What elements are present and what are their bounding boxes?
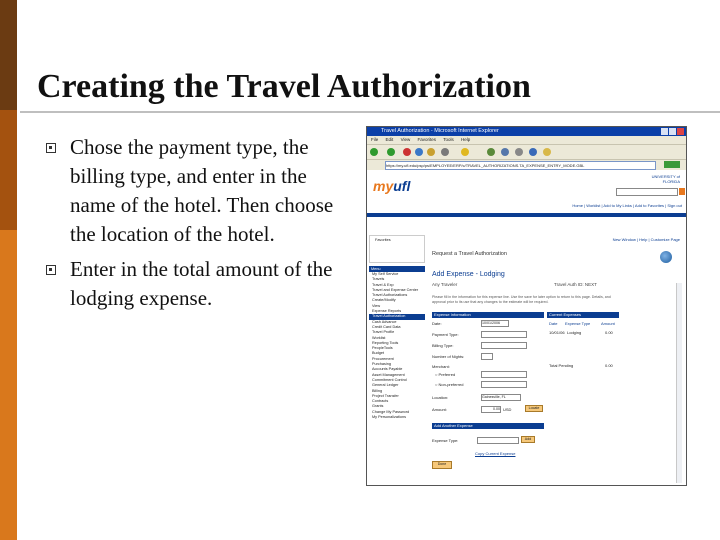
- col-expense-type: Expense Type: [565, 321, 591, 326]
- history-icon[interactable]: [487, 148, 495, 156]
- row-type: Lodging: [567, 330, 582, 335]
- edit-icon[interactable]: [529, 148, 537, 156]
- color-bar-segment: [0, 230, 17, 540]
- nav-item[interactable]: Accounts Payable: [372, 367, 403, 372]
- nav-item[interactable]: Expense Reports: [372, 309, 402, 314]
- preferred-merchant-select[interactable]: [481, 371, 527, 378]
- portal-nav-stripe: [367, 213, 686, 217]
- stop-icon[interactable]: [403, 148, 411, 156]
- total-label: Total Pending: [549, 363, 574, 368]
- browser-screenshot: [366, 126, 687, 486]
- nav-item[interactable]: Procurement: [372, 356, 394, 361]
- nav-item[interactable]: Change My Password: [372, 409, 410, 414]
- favorites-box: [369, 235, 425, 263]
- page-links[interactable]: New Window | Help | Customize Page: [612, 237, 680, 242]
- col-amount: Amount: [601, 321, 615, 326]
- go-button[interactable]: [664, 161, 680, 168]
- expense-info-header: Expense Information: [432, 312, 544, 318]
- nav-item[interactable]: Credit Card Data: [372, 324, 401, 329]
- done-button[interactable]: Done: [432, 461, 452, 469]
- nav-item[interactable]: My Personalizations: [372, 415, 406, 420]
- menu-file[interactable]: File: [371, 137, 379, 142]
- address-input[interactable]: https://my.ufl.edu/psp/ps/EMPLOYEE/ERP/c/TRAVEL_AUTHORIZATIONS.TA_EXPENSE_ENTRY_MODE.GBL: [385, 161, 656, 170]
- instructions-text: Please fill in the information for this expense line. Use the save for later option to return to this page. Details, and approval prior to its use that any changes to the estimate will be required.: [432, 295, 611, 304]
- location-label: Location:: [432, 395, 449, 400]
- bullet-list: [46, 133, 356, 319]
- window-controls: [660, 128, 684, 139]
- home-icon[interactable]: [427, 148, 435, 156]
- slide-color-bar: [0, 0, 17, 540]
- minimize-icon[interactable]: [661, 128, 668, 135]
- copy-expense-link[interactable]: Copy Current Expense: [475, 451, 516, 456]
- row-date: 10/01/06: [549, 330, 565, 335]
- maximize-icon[interactable]: [669, 128, 676, 135]
- mail-icon[interactable]: [501, 148, 509, 156]
- nav-item[interactable]: Travel Profile: [372, 330, 395, 335]
- nav-item[interactable]: Travels: [372, 277, 385, 282]
- current-expenses-header: Current Expenses: [547, 312, 619, 318]
- nav-item[interactable]: Asset Management: [372, 372, 405, 377]
- favorites-link[interactable]: Favorites: [375, 238, 391, 242]
- menu-edit[interactable]: Edit: [385, 137, 394, 142]
- myufl-logo: myufl: [373, 178, 411, 194]
- square-bullet-icon: [46, 143, 56, 153]
- nav-item[interactable]: View: [372, 303, 381, 308]
- nights-label: Number of Nights:: [432, 354, 465, 359]
- left-navigation: [369, 235, 425, 483]
- employee-name: Any Traveler: [432, 282, 458, 287]
- color-bar-segment: [0, 110, 17, 230]
- nav-item[interactable]: Contracts: [372, 399, 389, 404]
- close-icon[interactable]: [677, 128, 684, 135]
- square-bullet-icon: [46, 265, 56, 275]
- nav-item[interactable]: General Ledger: [372, 383, 399, 388]
- locate-button[interactable]: Locate: [525, 405, 543, 412]
- color-bar-segment: [0, 0, 17, 110]
- date-input[interactable]: 10/01/2006: [481, 320, 509, 327]
- amount-input[interactable]: 0.00: [481, 406, 501, 413]
- search-icon[interactable]: [441, 148, 449, 156]
- nav-item[interactable]: Budget: [372, 351, 385, 356]
- location-input[interactable]: Gainesville, FL: [481, 394, 521, 401]
- currency-code: USD: [503, 407, 512, 412]
- refresh-icon[interactable]: [415, 148, 423, 156]
- col-date: Date: [549, 321, 558, 326]
- bullet-item: [46, 255, 356, 313]
- nav-item[interactable]: Create/Modify: [372, 298, 396, 303]
- page-title: Add Expense - Lodging: [432, 271, 505, 278]
- page-heading: Request a Travel Authorization: [432, 251, 507, 257]
- menu-bar: [367, 136, 686, 144]
- nav-item[interactable]: Grants: [372, 404, 384, 409]
- total-value: 0.00: [605, 363, 613, 368]
- merchant-label: Merchant:: [432, 364, 450, 369]
- payment-type-label: Payment Type:: [432, 332, 459, 337]
- billing-type-label: Billing Type:: [432, 343, 454, 348]
- expense-type-label: Expense Type:: [432, 438, 459, 443]
- nav-item[interactable]: Travel & Exp: [372, 282, 394, 287]
- nav-item[interactable]: Travel Authorizations: [372, 293, 408, 298]
- row-amount: 0.00: [605, 330, 613, 335]
- nav-item[interactable]: PeopleTools: [372, 346, 393, 351]
- window-title: Travel Authorization - Microsoft Internet Explorer: [381, 128, 499, 134]
- nav-item[interactable]: Purchasing: [372, 362, 391, 367]
- menu-view[interactable]: View: [400, 137, 411, 142]
- payment-type-select[interactable]: [481, 331, 527, 338]
- back-icon[interactable]: [370, 148, 378, 156]
- nav-item[interactable]: Worklist: [372, 335, 386, 340]
- nav-item[interactable]: Billing: [372, 388, 383, 393]
- forward-icon[interactable]: [387, 148, 395, 156]
- title-divider: [20, 111, 720, 113]
- slide-title: Creating the Travel Authorization: [37, 68, 531, 105]
- toolbar: [367, 144, 686, 159]
- nights-input[interactable]: [481, 353, 493, 360]
- billing-type-select[interactable]: [481, 342, 527, 349]
- menu-header: Menu: [369, 266, 425, 272]
- print-icon[interactable]: [515, 148, 523, 156]
- menu-help[interactable]: Help: [460, 137, 471, 142]
- bullet-text: Chose the payment type, the billing type, and enter in the name of the hotel. Then choose the location of the hotel.: [70, 135, 334, 246]
- nav-item[interactable]: Project Transfer: [372, 393, 399, 398]
- nav-item[interactable]: My Self Service: [372, 272, 399, 276]
- nav-item[interactable]: Cash Advance: [372, 319, 397, 324]
- menu-tools[interactable]: Tools: [443, 137, 454, 142]
- amount-label: Amount:: [432, 407, 447, 412]
- nav-item[interactable]: Reporting Tools: [372, 340, 399, 345]
- favorites-icon[interactable]: [461, 148, 469, 156]
- nonpreferred-radio[interactable]: ○ Non-preferred: [435, 382, 464, 387]
- scrollbar[interactable]: [676, 283, 682, 483]
- uf-wordmark: UNIVERSITY of FLORIDA: [651, 174, 680, 184]
- portal-header: [367, 170, 686, 217]
- preferred-radio[interactable]: ○ Preferred: [435, 372, 456, 377]
- add-expense-header: Add Another Expense: [432, 423, 544, 429]
- portal-search-input[interactable]: [616, 188, 678, 196]
- nav-list: [369, 272, 425, 420]
- bullet-text: Enter in the total amount of the lodging expense.: [70, 257, 333, 310]
- hotel-name-input[interactable]: [481, 381, 527, 388]
- menu-favorites[interactable]: Favorites: [417, 137, 437, 142]
- nav-item[interactable]: Commitment Control: [372, 377, 407, 382]
- bullet-item: [46, 133, 356, 249]
- nav-item[interactable]: Travel and Expense Center: [372, 287, 419, 292]
- address-bar: [367, 159, 686, 170]
- expense-type-select[interactable]: [477, 437, 519, 444]
- nav-item[interactable]: Travel Authorization: [369, 314, 425, 319]
- date-label: Date:: [432, 321, 442, 326]
- folder-icon[interactable]: [543, 148, 551, 156]
- portal-top-links[interactable]: Home | Worklist | Add to My Links | Add to Favorites | Sign out: [572, 203, 682, 208]
- window-title-bar: [367, 127, 686, 136]
- travel-auth-id: Travel Auth ID: NEXT: [554, 282, 597, 287]
- main-content: [429, 237, 682, 483]
- globe-icon: [660, 251, 672, 263]
- portal-search-button[interactable]: [679, 188, 685, 195]
- add-button[interactable]: Add: [521, 436, 535, 443]
